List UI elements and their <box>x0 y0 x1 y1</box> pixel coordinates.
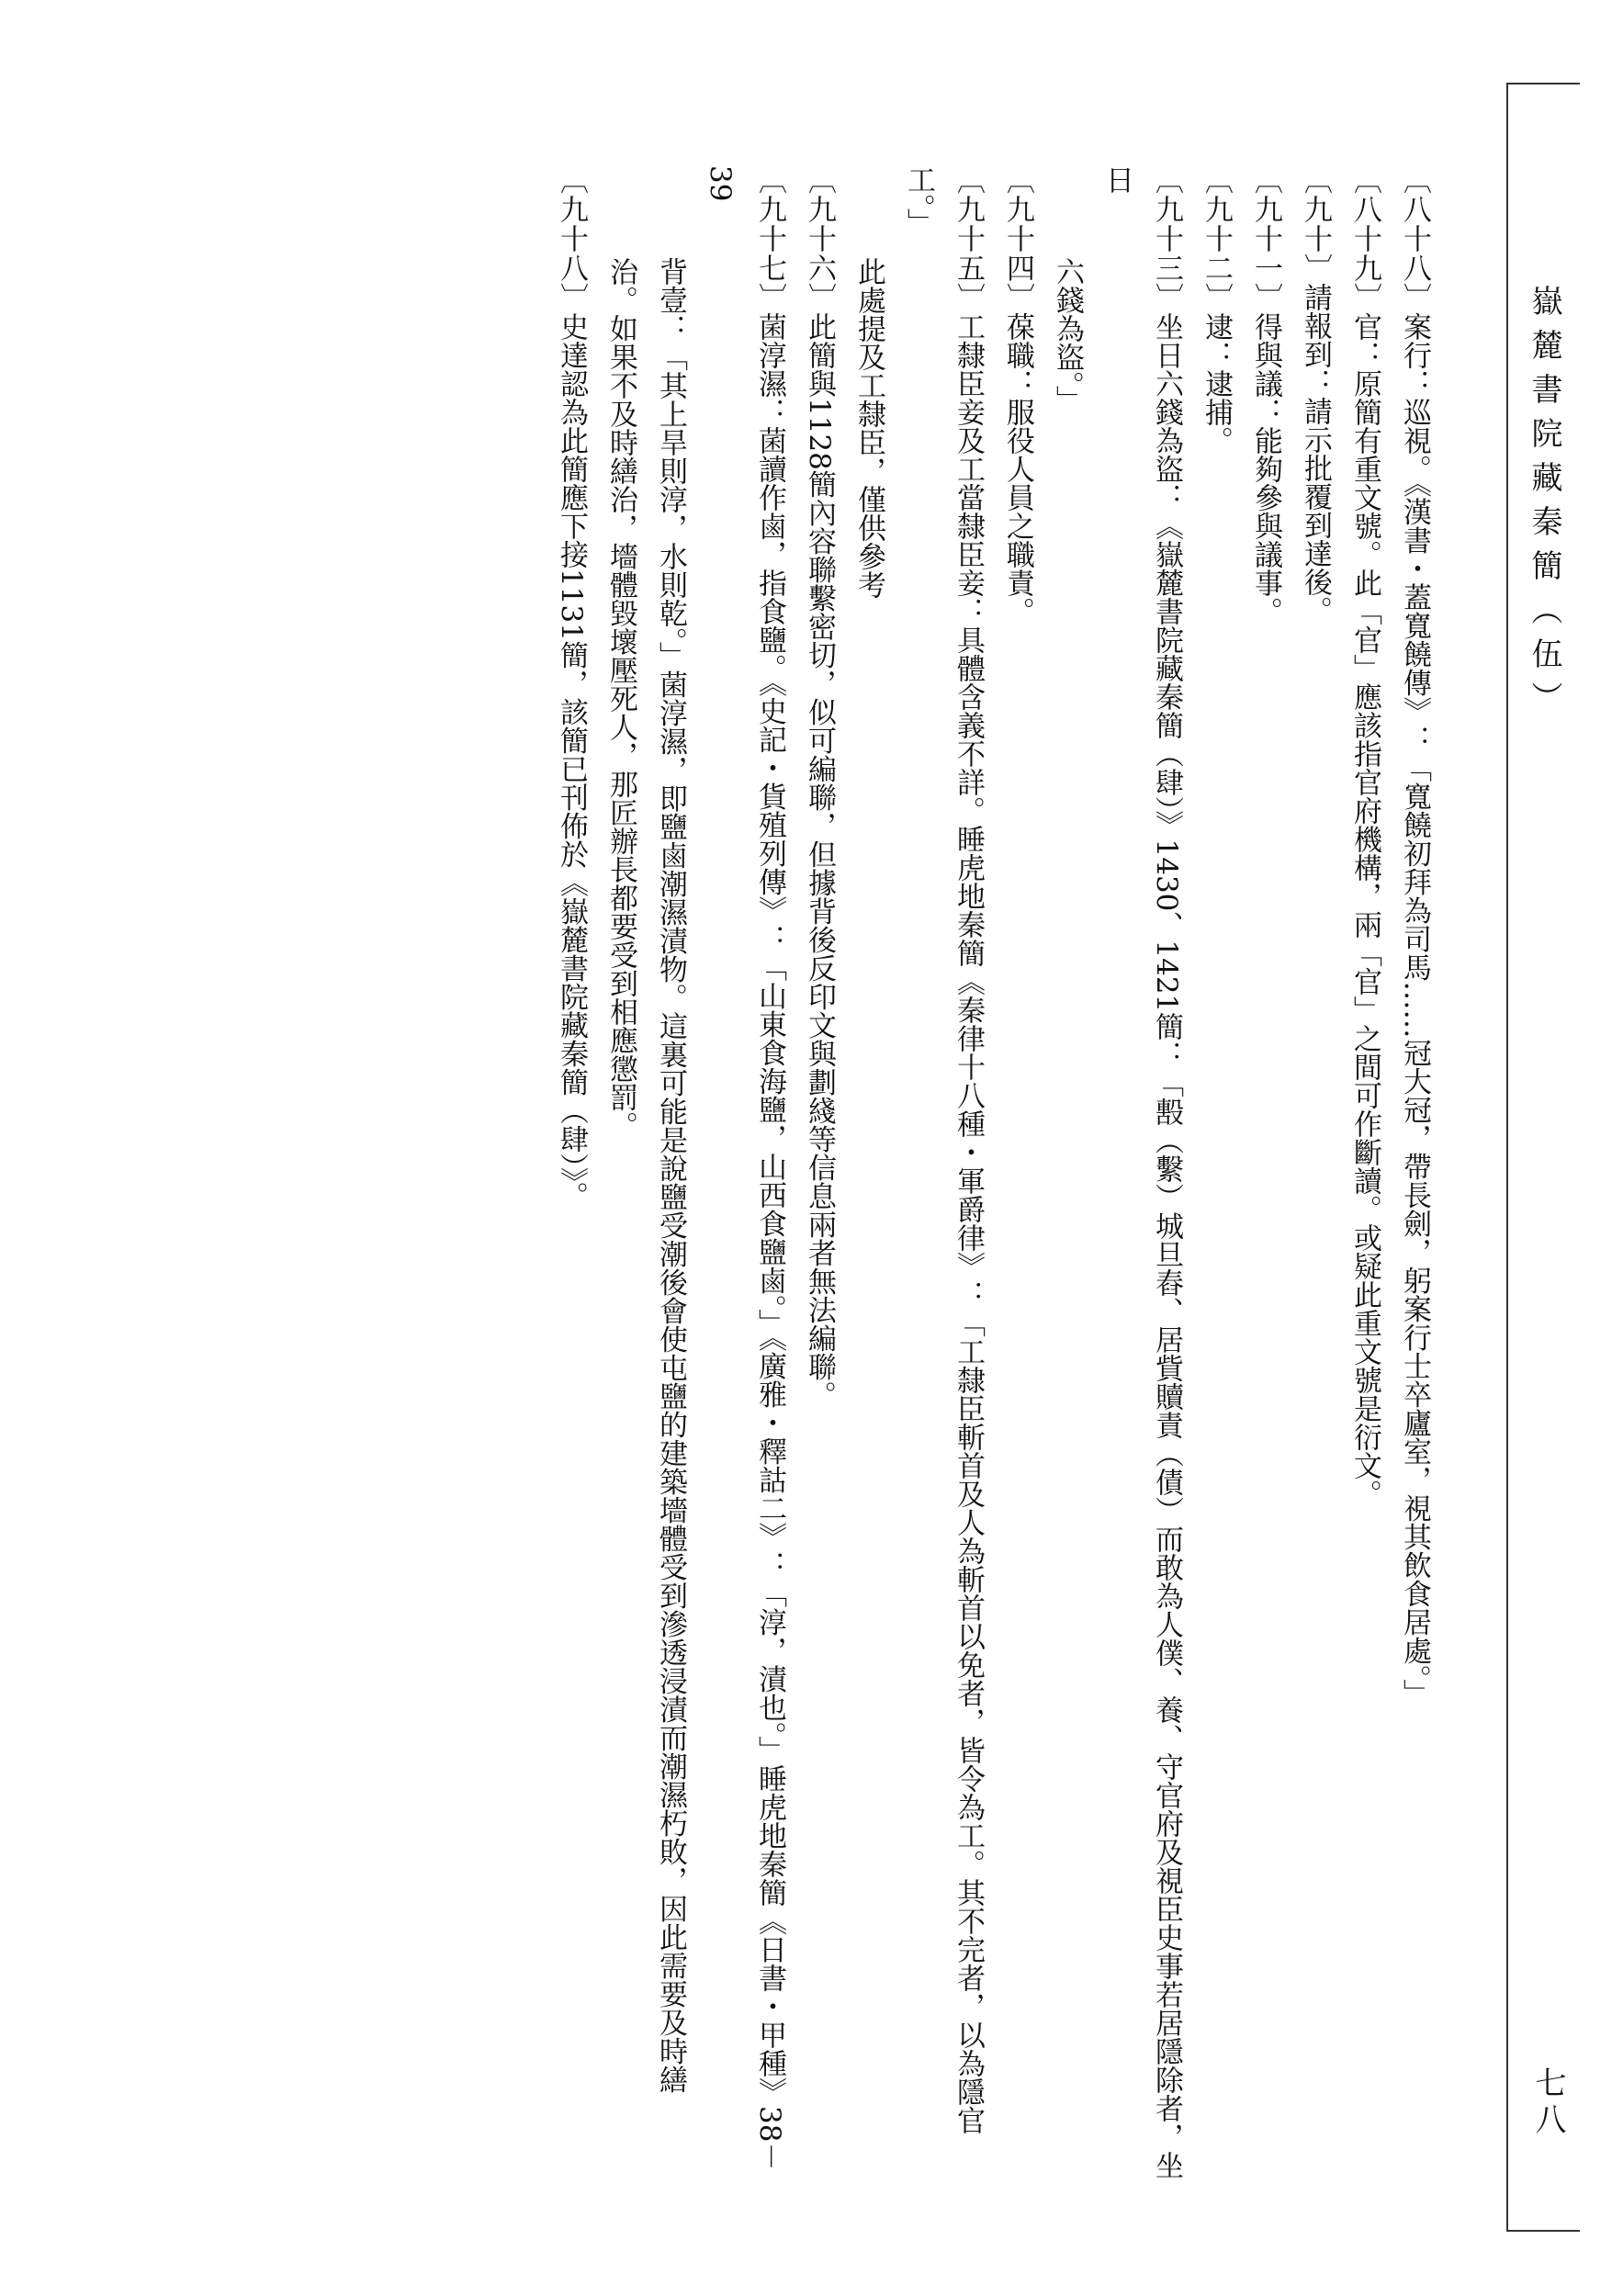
note-89 <box>1340 165 1390 2186</box>
running-title: 嶽麓書院藏秦簡（伍） <box>1526 285 1562 726</box>
note-text: 官：原簡有重文號。此「官」應該指官府機構，兩「官」之間可作斷讀。或疑此重文號是衍文。 <box>1348 312 1381 1508</box>
note-label: 〔九十〕 <box>1299 165 1332 283</box>
note-text: 菌淳濕：菌讀作鹵，指食鹽。《史記・貨殖列傳》：「山東食海鹽，山西食鹽鹵。」《廣雅・釋詁二》：「淳，漬也。」睡虎地秦簡《日書・甲種》38－39 <box>704 165 786 2171</box>
note-text: 請報到：請示批覆到達後。 <box>1299 283 1332 625</box>
note-label: 〔八十八〕 <box>1398 165 1431 312</box>
footnote-columns <box>547 165 1439 2186</box>
note-text: 葆職：服役人員之職責。 <box>1001 312 1034 625</box>
note-label: 〔九十八〕 <box>555 165 588 312</box>
note-92 <box>1191 165 1241 2186</box>
note-text: 逮：逮捕。 <box>1200 312 1233 455</box>
note-continuation: 此處提及工隸臣，僅供參考 <box>852 257 885 599</box>
note-label: 〔八十九〕 <box>1348 165 1381 312</box>
page-number: 七八 <box>1529 2066 1566 2140</box>
note-text: 案行：巡視。《漢書・蓋寬饒傳》：「寬饒初拜為司馬……冠大冠，帶長劍，躬案行士卒廬室，視其飲食居處。」 <box>1398 312 1431 1707</box>
note-90 <box>1291 165 1340 2186</box>
note-label: 〔九十二〕 <box>1200 165 1233 312</box>
note-text: 史達認為此簡應下接1131簡，該簡已刊佈於《嶽麓書院藏秦簡（肆）》。 <box>555 312 588 1210</box>
note-93 <box>1043 165 1191 2186</box>
note-label: 〔九十四〕 <box>1001 165 1034 312</box>
note-94 <box>993 165 1043 2186</box>
note-text: 此簡與1128簡內容聯繫密切，似可編聯，但據背後反印文與劃綫等信息兩者無法編聯。 <box>803 312 836 1410</box>
note-98 <box>547 165 596 2186</box>
note-88 <box>1390 165 1439 2186</box>
note-91 <box>1241 165 1291 2186</box>
note-95 <box>844 165 993 2186</box>
note-label: 〔九十三〕 <box>1150 165 1183 312</box>
note-text: 得與議：能夠參與議事。 <box>1249 312 1282 625</box>
note-text: 坐日六錢為盜：《嶽麓書院藏秦簡（肆）》1430、1421簡：「毄（繫）城旦舂、居貲贖責（債）而敢為人僕、養、守官府及視臣史事若居隱除者，坐日 <box>1100 165 1183 2180</box>
note-continuation: 背壹：「其上旱則淳，水則乾。」菌淳濕，即鹽鹵潮濕漬物。這裏可能是說鹽受潮後會使屯鹽的建築墻體受到滲透浸漬而潮濕朽敗，因此需要及時繕 <box>654 257 687 2094</box>
note-continuation: 六錢為盜。」 <box>1051 257 1084 414</box>
note-label: 〔九十五〕 <box>952 165 985 312</box>
note-text: 工隸臣妾及工當隸臣妾：具體含義不詳。睡虎地秦簡《秦律十八種・軍爵律》：「工隸臣斬首及人為斬首以免者，皆令為工。其不完者，以為隱官工。」 <box>902 165 985 2134</box>
note-label: 〔九十七〕 <box>753 165 786 312</box>
note-97 <box>596 165 795 2186</box>
note-96 <box>795 165 844 2186</box>
note-label: 〔九十一〕 <box>1249 165 1282 312</box>
note-continuation: 治。如果不及時繕治，墻體毀壞壓死人，那匠辦長都要受到相應懲罰。 <box>604 257 637 1140</box>
note-label: 〔九十六〕 <box>803 165 836 312</box>
